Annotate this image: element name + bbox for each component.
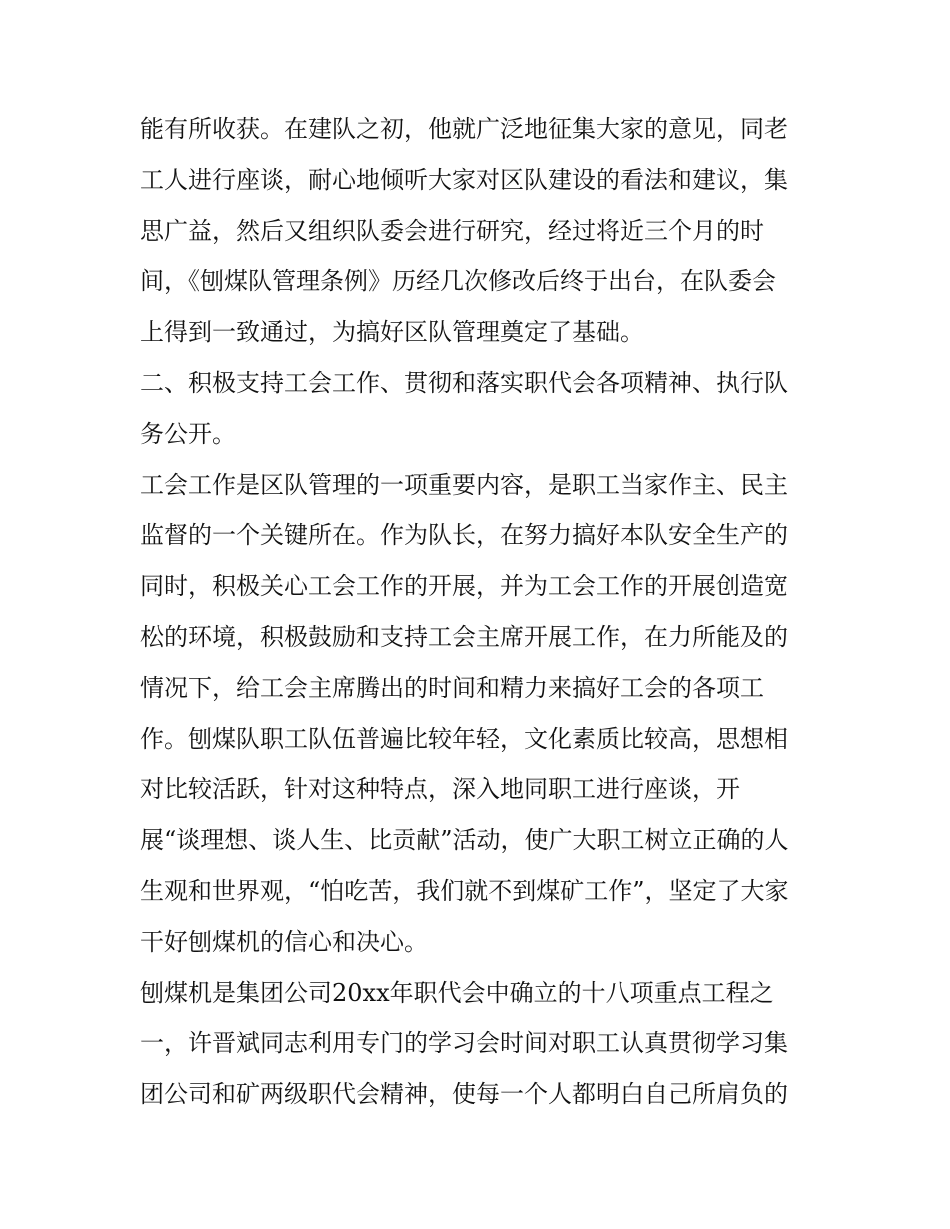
text-line: 同时，积极关心工会工作的开展，并为工会工作的开展创造宽 [140, 572, 788, 601]
text-line: 工人进行座谈，耐心地倾听大家对区队建设的看法和建议，集 [140, 165, 788, 194]
section-heading: 务公开。 [140, 419, 236, 448]
text-line: 能有所收获。在建队之初，他就广泛地征集大家的意见，同老 [140, 115, 788, 143]
text-line: 生观和世界观，“怕吃苦，我们就不到煤矿工作”，坚定了大家 [140, 876, 789, 905]
text-line: 干好刨煤机的信心和决心。 [140, 927, 428, 956]
text-line: 思广益，然后又组织队委会进行研究，经过将近三个月的时 [140, 216, 764, 245]
section-heading: 二、积极支持工会工作、贯彻和落实职代会各项精神、执行队 [140, 368, 788, 397]
text-line: 对比较活跃，针对这种特点，深入地同职工进行座谈，开 [140, 775, 740, 804]
text-line: 刨煤机是集团公司20xx年职代会中确立的十八项重点工程之 [140, 978, 774, 1007]
text-line: 情况下，给工会主席腾出的时间和精力来搞好工会的各项工 [140, 673, 764, 702]
body-text [140, 104, 812, 1120]
text-line: 一，许晋斌同志利用专门的学习会时间对职工认真贯彻学习集 [140, 1029, 788, 1058]
text-line: 松的环境，积极鼓励和支持工会主席开展工作，在力所能及的 [140, 622, 788, 651]
text-line: 间，《刨煤队管理条例》历经几次修改后终于出台，在队委会 [140, 267, 776, 296]
text-line: 团公司和矿两级职代会精神，使每一个人都明白自己所肩负的 [140, 1080, 788, 1109]
text-line: 作。刨煤队职工队伍普遍比较年轻，文化素质比较高，思想相 [140, 724, 788, 753]
text-line: 工会工作是区队管理的一项重要内容，是职工当家作主、民主 [140, 470, 788, 499]
text-line: 展“谈理想、谈人生、比贡献”活动，使广大职工树立正确的人 [140, 826, 789, 855]
text-line: 监督的一个关键所在。作为队长，在努力搞好本队安全生产的 [140, 521, 788, 550]
text-line: 上得到一致通过，为搞好区队管理奠定了基础。 [140, 318, 644, 347]
